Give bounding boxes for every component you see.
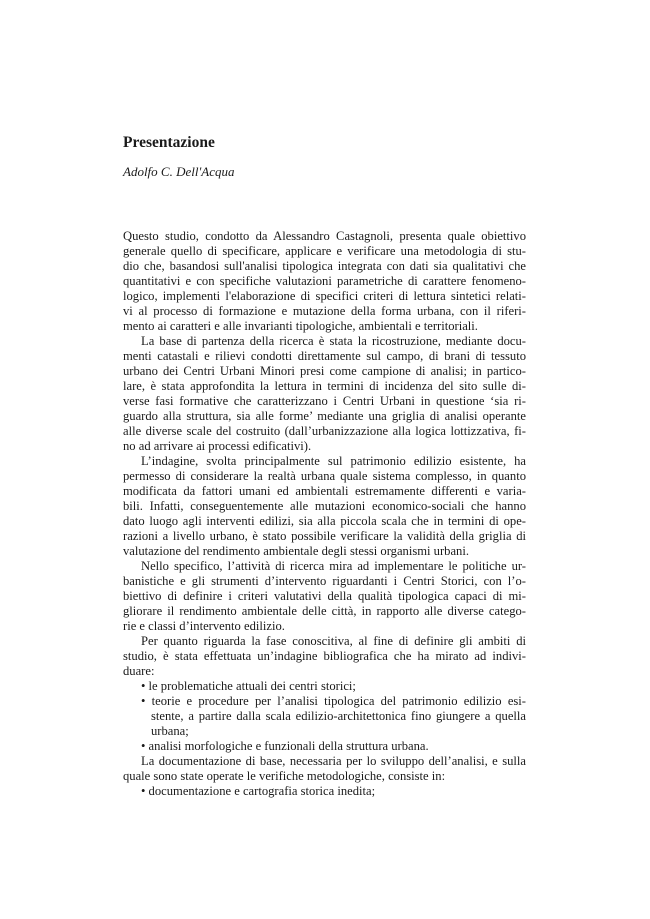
text-line: no ad arrivare ai processi edificativi). [123, 439, 312, 453]
text-line: generale quello di specificare, applicare e verificare una metodologia di stu- [123, 244, 526, 258]
section-title: Presentazione [123, 134, 215, 151]
text-line: valutazione del rendimento ambientale degli stessi organismi urbani. [123, 544, 470, 558]
text-line: lare, è stata approfondita la lettura in termini di incidenza del sito sulle di- [123, 379, 526, 393]
author-name: Adolfo C. Dell'Acqua [123, 164, 235, 179]
text-line: La base di partenza della ricerca è stata la ricostruzione, mediante docu- [141, 334, 526, 348]
text-line: stente, a partire dalla scala edilizio-architettonica fino giungere a quella [151, 709, 526, 723]
paragraph [123, 754, 526, 784]
paragraph [123, 229, 526, 334]
text-line: vi al processo di formazione e mutazione della forma urbana, con il riferi- [123, 304, 526, 318]
text-line: gliorare il rendimento ambientale delle città, in rapporto alle diverse catego- [123, 604, 526, 618]
text-line: rie e classi d’intervento edilizio. [123, 619, 285, 633]
text-line: quale sono state operate le verifiche metodologiche, consiste in: [123, 769, 446, 783]
text-line: L’indagine, svolta principalmente sul patrimonio edilizio esistente, ha [141, 454, 526, 468]
text-line: • analisi morfologiche e funzionali della struttura urbana. [141, 739, 429, 753]
text-line: La documentazione di base, necessaria per lo sviluppo dell’analisi, e sulla [141, 754, 526, 768]
text-line: guardo alla struttura, sia alle forme’ mediante una griglia di analisi operante [123, 409, 526, 423]
text-line: dato luogo agli interventi edilizi, sia alla piccola scala che in termini di ope- [123, 514, 526, 528]
paragraph [123, 559, 526, 634]
text-line: Nello specifico, l’attività di ricerca mira ad implementare le politiche ur- [141, 559, 526, 573]
text-line: • documentazione e cartografia storica inedita; [141, 784, 376, 798]
bullet-item [123, 784, 526, 799]
text-line: modificata da fattori umani ed ambientali estremamente differenti e varia- [123, 484, 526, 498]
text-line: mento ai caratteri e alle invarianti tipologiche, ambientali e territoriali. [123, 319, 478, 333]
bullet-item [123, 739, 526, 754]
text-line: verse fasi formative che caratterizzano i Centri Urbani in questione ‘sia ri- [123, 394, 526, 408]
text-line: alle diverse scale del costruito (dall’urbanizzazione alla logica lottizzativa, fi- [123, 424, 526, 438]
text-line: razioni a livello urbano, è stato possibile verificare la validità della griglia di [123, 529, 526, 543]
text-line: logico, implementi l'elaborazione di specifici criteri di lettura sintetici relati- [123, 289, 526, 303]
bullet-item [123, 679, 526, 694]
paragraph [123, 634, 526, 679]
text-line: studio, è stata effettuata un’indagine bibliografica che ha mirato ad indivi- [123, 649, 526, 663]
paragraph [123, 454, 526, 559]
text-line: • le problematiche attuali dei centri storici; [141, 679, 356, 693]
text-line: urbana; [151, 724, 189, 738]
text-line: biettivo di definire i criteri valutativi della qualità tipologica capaci di mi- [123, 589, 526, 603]
text-line: dio che, basandosi sull'analisi tipologica integrata con dati sia qualitativi che [123, 259, 526, 273]
text-line: Per quanto riguarda la fase conoscitiva, al fine di definire gli ambiti di [141, 634, 526, 648]
text-line: banistiche e gli strumenti d’intervento riguardanti i Centri Storici, con l’o- [123, 574, 526, 588]
paragraph [123, 334, 526, 454]
body-text [123, 229, 526, 799]
text-line: permesso di considerare la realtà urbana quale sistema complesso, in quanto [123, 469, 526, 483]
text-line: • teorie e procedure per l’analisi tipologica del patrimonio edilizio esi- [141, 694, 526, 708]
text-line: duare: [123, 664, 155, 678]
text-line: bili. Infatti, conseguentemente alle mutazioni economico-sociali che hanno [123, 499, 526, 513]
bullet-item [123, 694, 526, 739]
text-line: Questo studio, condotto da Alessandro Castagnoli, presenta quale obiettivo [123, 229, 526, 243]
text-line: menti catastali e rilievi condotti direttamente sul campo, di brani di tessuto [123, 349, 526, 363]
text-line: urbano dei Centri Urbani Minori presi come campione di analisi; in partico- [123, 364, 526, 378]
text-line: quantitativi e con specifiche valutazioni parametriche di carattere fenomeno- [123, 274, 526, 288]
